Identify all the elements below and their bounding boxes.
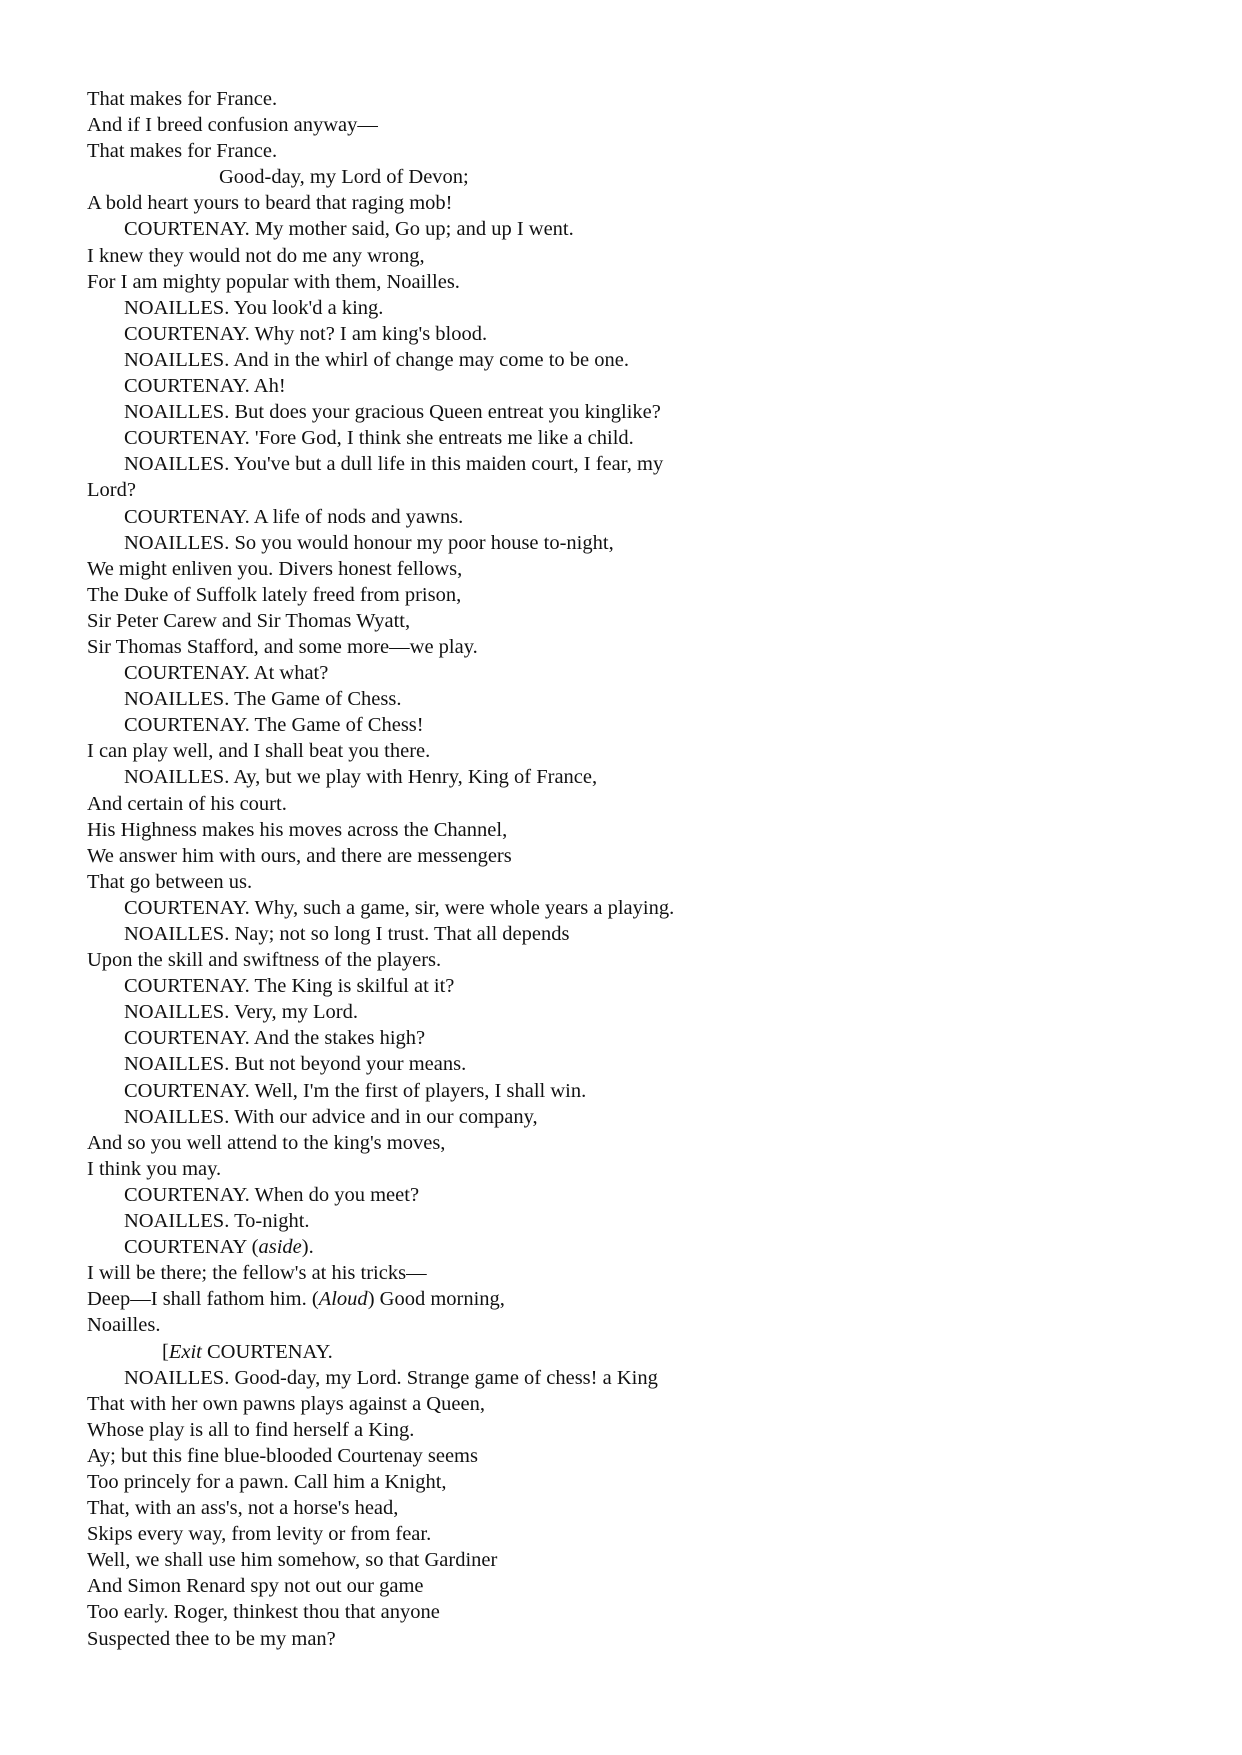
- line-segment: COURTENAY. A life of nods and yawns.: [124, 505, 464, 528]
- line-segment: Upon the skill and swiftness of the players.: [87, 949, 442, 972]
- text-line: [87, 1208, 1187, 1234]
- line-segment: COURTENAY. The King is skilful at it?: [124, 975, 455, 998]
- line-segment: That makes for France.: [87, 140, 278, 163]
- line-segment: Sir Peter Carew and Sir Thomas Wyatt,: [87, 609, 411, 632]
- text-line: [87, 712, 1187, 738]
- line-segment: COURTENAY. 'Fore God, I think she entreats me like a child.: [124, 427, 634, 450]
- text-line: [87, 738, 1187, 764]
- text-line: [87, 947, 1187, 973]
- line-segment: COURTENAY. When do you meet?: [124, 1183, 420, 1206]
- line-segment: That, with an ass's, not a horse's head,: [87, 1497, 399, 1520]
- line-segment: That makes for France.: [87, 88, 278, 110]
- line-segment: His Highness makes his moves across the Channel,: [87, 818, 508, 841]
- line-segment: COURTENAY. Why not? I am king's blood.: [124, 322, 488, 345]
- text-line: [87, 660, 1187, 686]
- text-line: [87, 869, 1187, 895]
- text-line: [87, 1521, 1187, 1547]
- line-segment: Deep—I shall fathom him. (: [87, 1288, 319, 1311]
- line-segment: COURTENAY. Ah!: [124, 375, 286, 398]
- text-line: [87, 1469, 1187, 1495]
- line-segment: NOAILLES. But not beyond your means.: [124, 1053, 467, 1076]
- line-segment: Noailles.: [87, 1314, 161, 1337]
- text-line: [87, 1417, 1187, 1443]
- text-line: [87, 425, 1187, 451]
- text-line: [87, 1234, 1187, 1260]
- line-segment: NOAILLES. You look'd a king.: [124, 296, 384, 319]
- line-segment: NOAILLES. Very, my Lord.: [124, 1001, 359, 1024]
- line-segment: Sir Thomas Stafford, and some more—we play.: [87, 635, 478, 658]
- text-line: [87, 295, 1187, 321]
- line-segment: Whose play is all to find herself a King.: [87, 1418, 415, 1441]
- line-segment: NOAILLES. Good-day, my Lord. Strange game of chess! a King: [124, 1366, 658, 1389]
- line-segment: Lord?: [87, 479, 136, 502]
- text-line: [87, 1599, 1187, 1625]
- line-segment: I will be there; the fellow's at his tricks—: [87, 1262, 427, 1285]
- line-segment: Suspected thee to be my man?: [87, 1627, 336, 1650]
- line-segment: COURTENAY. Well, I'm the first of players, I shall win.: [124, 1079, 587, 1102]
- text-line: [87, 817, 1187, 843]
- text-line: [87, 190, 1187, 216]
- line-segment: That go between us.: [87, 870, 253, 893]
- text-line: [87, 1626, 1187, 1652]
- text-line: [87, 1339, 1187, 1365]
- text-line: [87, 1051, 1187, 1077]
- text-line: [87, 164, 1187, 190]
- line-segment: NOAILLES. But does your gracious Queen entreat you kinglike?: [124, 401, 661, 424]
- text-line: [87, 895, 1187, 921]
- line-segment: NOAILLES. You've but a dull life in this maiden court, I fear, my: [124, 453, 664, 476]
- line-segment: Skips every way, from levity or from fear.: [87, 1523, 432, 1546]
- line-segment: NOAILLES. The Game of Chess.: [124, 688, 402, 711]
- text-line: [87, 504, 1187, 530]
- text-line: [87, 1130, 1187, 1156]
- italic-stage-direction: aside: [258, 1236, 302, 1259]
- line-segment: COURTENAY. The Game of Chess!: [124, 714, 424, 737]
- text-line: [87, 1495, 1187, 1521]
- line-segment: Ay; but this fine blue-blooded Courtenay seems: [87, 1444, 478, 1467]
- line-segment: ).: [301, 1236, 314, 1259]
- text-line: [87, 1078, 1187, 1104]
- line-segment: For I am mighty popular with them, Noailles.: [87, 270, 460, 293]
- play-text-page: [87, 86, 1187, 1652]
- text-line: [87, 1365, 1187, 1391]
- text-line: [87, 634, 1187, 660]
- text-line: [87, 791, 1187, 817]
- line-segment: [: [162, 1340, 169, 1363]
- text-line: [87, 582, 1187, 608]
- line-segment: Too princely for a pawn. Call him a Knight,: [87, 1470, 447, 1493]
- line-segment: I knew they would not do me any wrong,: [87, 244, 425, 267]
- line-segment: I think you may.: [87, 1157, 222, 1180]
- text-line: [87, 608, 1187, 634]
- text-line: [87, 1312, 1187, 1338]
- text-line: [87, 1104, 1187, 1130]
- text-line: [87, 1391, 1187, 1417]
- line-segment: And Simon Renard spy not out our game: [87, 1575, 424, 1598]
- line-segment: NOAILLES. To-night.: [124, 1210, 310, 1233]
- line-segment: We answer him with ours, and there are messengers: [87, 844, 512, 867]
- line-segment: NOAILLES. Nay; not so long I trust. That all depends: [124, 923, 570, 945]
- line-segment: COURTENAY (: [124, 1236, 259, 1259]
- text-line: [87, 1156, 1187, 1182]
- text-line: [87, 399, 1187, 425]
- text-line: [87, 373, 1187, 399]
- line-segment: COURTENAY. At what?: [124, 662, 329, 685]
- text-line: [87, 686, 1187, 712]
- text-line: [87, 216, 1187, 242]
- text-line: [87, 269, 1187, 295]
- line-segment: I can play well, and I shall beat you there.: [87, 740, 431, 763]
- line-segment: And certain of his court.: [87, 792, 287, 815]
- text-line: [87, 1286, 1187, 1312]
- line-segment: A bold heart yours to beard that raging mob!: [87, 192, 453, 215]
- text-line: [87, 530, 1187, 556]
- line-segment: That with her own pawns plays against a Queen,: [87, 1392, 485, 1415]
- text-line: [87, 999, 1187, 1025]
- line-segment: And so you well attend to the king's moves,: [87, 1131, 446, 1154]
- line-segment: COURTENAY.: [201, 1340, 333, 1363]
- text-line: [87, 243, 1187, 269]
- text-line: [87, 1182, 1187, 1208]
- italic-stage-direction: Aloud: [318, 1288, 368, 1311]
- line-segment: NOAILLES. Ay, but we play with Henry, King of France,: [124, 766, 598, 789]
- text-line: [87, 451, 1187, 477]
- line-segment: NOAILLES. With our advice and in our company,: [124, 1105, 538, 1128]
- text-line: [87, 764, 1187, 790]
- line-segment: We might enliven you. Divers honest fellows,: [87, 557, 463, 580]
- line-segment: Good-day, my Lord of Devon;: [219, 166, 469, 189]
- text-line: [87, 1547, 1187, 1573]
- line-segment: ) Good morning,: [367, 1288, 505, 1311]
- italic-stage-direction: Exit: [168, 1340, 202, 1363]
- line-segment: Too early. Roger, thinkest thou that anyone: [87, 1601, 440, 1624]
- text-line: [87, 477, 1187, 503]
- text-line: [87, 138, 1187, 164]
- text-line: [87, 1443, 1187, 1469]
- text-line: [87, 921, 1187, 947]
- text-line: [87, 556, 1187, 582]
- text-line: [87, 112, 1187, 138]
- line-segment: And if I breed confusion anyway—: [87, 114, 378, 137]
- text-line: [87, 1025, 1187, 1051]
- line-segment: NOAILLES. And in the whirl of change may come to be one.: [124, 348, 629, 371]
- text-line: [87, 843, 1187, 869]
- text-line: [87, 321, 1187, 347]
- text-line: [87, 86, 1187, 112]
- line-segment: Well, we shall use him somehow, so that Gardiner: [87, 1549, 498, 1572]
- text-line: [87, 1573, 1187, 1599]
- line-segment: COURTENAY. Why, such a game, sir, were whole years a playing.: [124, 896, 675, 919]
- text-line: [87, 1260, 1187, 1286]
- line-segment: NOAILLES. So you would honour my poor house to-night,: [124, 531, 614, 554]
- text-line: [87, 347, 1187, 373]
- text-line: [87, 973, 1187, 999]
- line-segment: COURTENAY. And the stakes high?: [124, 1027, 426, 1050]
- line-segment: The Duke of Suffolk lately freed from prison,: [87, 583, 462, 606]
- line-segment: COURTENAY. My mother said, Go up; and up I went.: [124, 218, 574, 241]
